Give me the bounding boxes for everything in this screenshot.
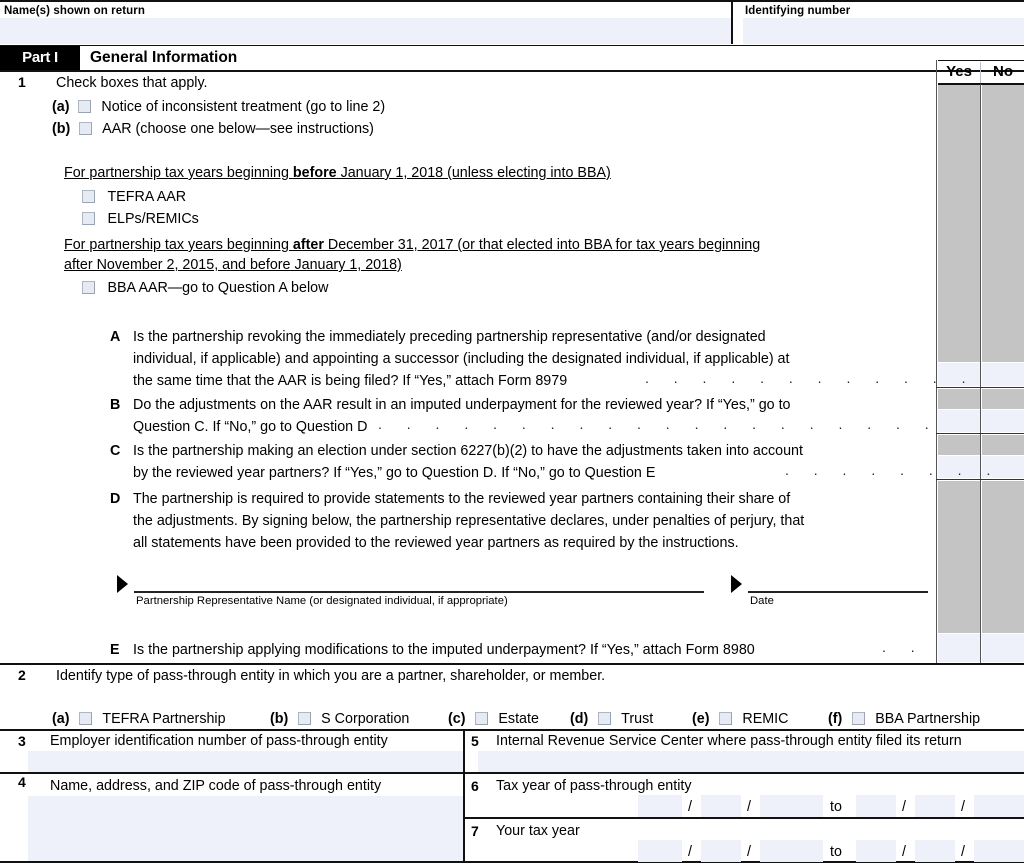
yesno-shade-yes-bc [938, 435, 980, 455]
question-c-leader-dots: . . . . . . . . [785, 462, 1001, 478]
line-6-day-start[interactable] [701, 795, 741, 817]
question-e-leader-dots: . . [882, 639, 926, 655]
question-c-line-1: Is the partnership making an election under section 6227(b)(2) to have the adjustments taken into account [133, 443, 803, 459]
yes-column-header: Yes [946, 63, 972, 80]
line-1-text: Check boxes that apply. [56, 75, 208, 91]
line-7-slash-2: / [747, 844, 751, 860]
line-2-option-d-label: Trust [621, 711, 654, 727]
line-7-year-start[interactable] [760, 840, 823, 862]
question-b-line-2: Question C. If “No,” go to Question D [133, 419, 368, 435]
line-1-number: 1 [18, 74, 26, 90]
answer-no-question-a[interactable] [982, 363, 1024, 386]
grid-vertical-divider [463, 729, 465, 862]
line-2-option-e[interactable] [692, 708, 788, 731]
yesno-shade-no-bc [982, 435, 1024, 455]
answer-yes-question-b[interactable] [938, 410, 980, 432]
date-caption: Date [750, 595, 774, 607]
line-6-slash-1: / [688, 799, 692, 815]
part-number-tag: Part I [0, 46, 80, 70]
line-1-option-b[interactable] [52, 118, 374, 141]
line-6-year-end[interactable] [974, 795, 1024, 817]
yesno-shade-no-d [982, 481, 1024, 633]
question-d-line-1: The partnership is required to provide statements to the reviewed year partners containing their share of [133, 491, 791, 507]
line-2-option-c-letter: (c) [448, 711, 466, 727]
question-b-line-1: Do the adjustments on the AAR result in an imputed underpayment for the reviewed year? If “Yes,” go to [133, 397, 791, 413]
yesno-header [938, 61, 1024, 83]
line-7-month-end[interactable] [856, 840, 896, 862]
line-6-to-label: to [830, 799, 842, 815]
checkbox-bba-aar[interactable] [82, 281, 95, 294]
line-2-option-d[interactable] [570, 708, 653, 731]
after-heading-post: December 31, 2017 (or that elected into BBA for tax years beginning [323, 237, 761, 253]
grid-rule-line-7 [463, 817, 1024, 819]
question-a-leader-dots: . . . . . . . . . . . . [645, 370, 976, 386]
yesno-shade-yes-top [938, 85, 980, 362]
line-6-label: Tax year of pass-through entity [496, 778, 692, 794]
line-1-option-a-letter: (a) [52, 99, 70, 115]
line-7-slash-3: / [902, 844, 906, 860]
after-tax-years-heading-line-2: after November 2, 2015, and before January 1, 2018) [64, 257, 402, 273]
checkbox-trust[interactable] [598, 712, 611, 725]
line-2-option-b[interactable] [270, 708, 409, 731]
line-2-option-f-label: BBA Partnership [875, 711, 981, 727]
line-7-day-end[interactable] [915, 840, 955, 862]
before-option-tefra-aar[interactable] [82, 186, 186, 209]
question-a-line-1: Is the partnership revoking the immediately preceding partnership representative (and/or designated [133, 329, 766, 345]
after-option-bba-aar-label: BBA AAR—go to Question A below [107, 280, 329, 296]
line-7-date-range[interactable] [638, 840, 1024, 862]
line-2-option-f[interactable] [828, 708, 980, 731]
line-6-slash-3: / [902, 799, 906, 815]
line-1-option-a[interactable] [52, 96, 385, 119]
line-6-slash-4: / [961, 799, 965, 815]
line-7-label: Your tax year [496, 823, 580, 839]
question-e-line-1: Is the partnership applying modifications to the imputed underpayment? If “Yes,” attach Form 8980 [133, 642, 755, 658]
line-2-option-b-label: S Corporation [321, 711, 410, 727]
date-arrow-icon [731, 575, 742, 593]
yesno-shade-no-ab [982, 389, 1024, 409]
question-d-line-3: all statements have been provided to the reviewed year partners as required by the instructions. [133, 535, 739, 551]
signature-arrow-icon [117, 575, 128, 593]
before-heading-post: January 1, 2018 (unless electing into BBA) [336, 165, 611, 181]
grid-rule-line-4 [0, 772, 1024, 774]
line-6-month-start[interactable] [638, 795, 682, 817]
question-d-letter: D [110, 491, 121, 507]
question-b-letter: B [110, 397, 121, 413]
partnership-representative-name-line[interactable] [134, 591, 704, 593]
checkbox-s-corporation[interactable] [298, 712, 311, 725]
checkbox-elps-remics[interactable] [82, 212, 95, 225]
line-5-number: 5 [471, 733, 479, 749]
question-a-line-2: individual, if applicable) and appointing a successor (including the designated individual, if applicable) at [133, 351, 790, 367]
line-7-month-start[interactable] [638, 840, 682, 862]
answer-yes-question-e[interactable] [938, 634, 980, 662]
line-7-number: 7 [471, 823, 479, 839]
line-1-option-a-label: Notice of inconsistent treatment (go to line 2) [101, 99, 386, 115]
yesno-shade-yes-ab [938, 389, 980, 409]
checkbox-remic[interactable] [719, 712, 732, 725]
line-6-year-start[interactable] [760, 795, 823, 817]
checkbox-bba-partnership[interactable] [852, 712, 865, 725]
line-2-option-c[interactable] [448, 708, 539, 731]
identifying-number-label: Identifying number [745, 5, 851, 17]
line-6-slash-2: / [747, 799, 751, 815]
after-heading-pre: For partnership tax years beginning [64, 237, 293, 253]
checkbox-estate[interactable] [475, 712, 488, 725]
after-option-bba-aar[interactable] [82, 277, 328, 300]
identifying-number-field[interactable] [733, 2, 1024, 44]
name-shown-on-return-input[interactable] [0, 18, 731, 44]
before-tax-years-heading [64, 162, 611, 185]
date-line[interactable] [748, 591, 928, 593]
line-6-day-end[interactable] [915, 795, 955, 817]
question-e-letter: E [110, 642, 120, 658]
yesno-shade-yes-d [938, 481, 980, 633]
line-2-option-a-label: TEFRA Partnership [102, 711, 226, 727]
answer-no-question-b[interactable] [982, 410, 1024, 432]
line-3-input[interactable] [28, 751, 463, 772]
line-4-input[interactable] [28, 796, 463, 861]
line-7-slash-4: / [961, 844, 965, 860]
line-6-date-range[interactable] [638, 795, 1024, 817]
identifying-number-input[interactable] [743, 18, 1024, 44]
after-heading-bold: after [292, 237, 324, 253]
question-c-letter: C [110, 443, 121, 459]
yesno-shade-no-top [982, 85, 1024, 362]
line-2-option-c-label: Estate [498, 711, 539, 727]
line-6-month-end[interactable] [856, 795, 896, 817]
line-1-option-b-letter: (b) [52, 121, 71, 137]
line-2-text: Identify type of pass-through entity in which you are a partner, shareholder, or member. [56, 668, 606, 684]
line-2-option-d-letter: (d) [570, 711, 589, 727]
yesno-header-separator [980, 62, 981, 83]
line-7-slash-1: / [688, 844, 692, 860]
question-b-leader-dots: . . . . . . . . . . . . . . . . . . . . [378, 416, 940, 432]
line-2-option-a[interactable] [52, 708, 226, 731]
line-7-year-end[interactable] [974, 840, 1024, 862]
checkbox-notice-of-inconsistent-treatment[interactable] [78, 100, 91, 113]
no-column-header: No [993, 63, 1013, 80]
line-3-number: 3 [18, 733, 26, 749]
line-2-option-e-label: REMIC [742, 711, 789, 727]
checkbox-tefra-aar[interactable] [82, 190, 95, 203]
line-2-option-e-letter: (e) [692, 711, 710, 727]
question-a-letter: A [110, 329, 121, 345]
before-heading-pre: For partnership tax years beginning [64, 165, 293, 181]
line-2-option-f-letter: (f) [828, 711, 843, 727]
line-2-option-a-letter: (a) [52, 711, 70, 727]
question-d-line-2: the adjustments. By signing below, the partnership representative declares, under penalties of perjury, that [133, 513, 805, 529]
name-shown-on-return-field[interactable] [0, 2, 731, 44]
answer-no-question-e[interactable] [982, 634, 1024, 662]
line-7-day-start[interactable] [701, 840, 741, 862]
line-6-number: 6 [471, 778, 479, 794]
part-title: General Information [90, 49, 238, 66]
line-2-number: 2 [18, 667, 26, 683]
line-2-option-b-letter: (b) [270, 711, 289, 727]
checkbox-aar[interactable] [79, 122, 92, 135]
checkbox-tefra-partnership[interactable] [79, 712, 92, 725]
before-heading-bold: before [292, 165, 337, 181]
line-5-label: Internal Revenue Service Center where pass-through entity filed its return [496, 733, 962, 749]
line-3-label: Employer identification number of pass-through entity [50, 733, 388, 749]
line-7-to-label: to [830, 844, 842, 860]
line-5-input[interactable] [478, 751, 1024, 772]
name-shown-on-return-label: Name(s) shown on return [4, 5, 145, 17]
before-option-elps-remics[interactable] [82, 208, 199, 231]
question-c-line-2: by the reviewed year partners? If “Yes,” go to Question D. If “No,” go to Question E [133, 465, 656, 481]
partnership-representative-name-caption: Partnership Representative Name (or designated individual, if appropriate) [136, 595, 508, 607]
before-option-elps-remics-label: ELPs/REMICs [107, 211, 199, 227]
line-4-label: Name, address, and ZIP code of pass-through entity [50, 778, 382, 794]
line-4-number: 4 [18, 774, 26, 790]
line-1-option-b-label: AAR (choose one below—see instructions) [102, 121, 374, 137]
question-a-line-3: the same time that the AAR is being filed? If “Yes,” attach Form 8979 [133, 373, 568, 389]
before-option-tefra-aar-label: TEFRA AAR [107, 189, 187, 205]
grid-rule-line-3 [0, 729, 1024, 731]
